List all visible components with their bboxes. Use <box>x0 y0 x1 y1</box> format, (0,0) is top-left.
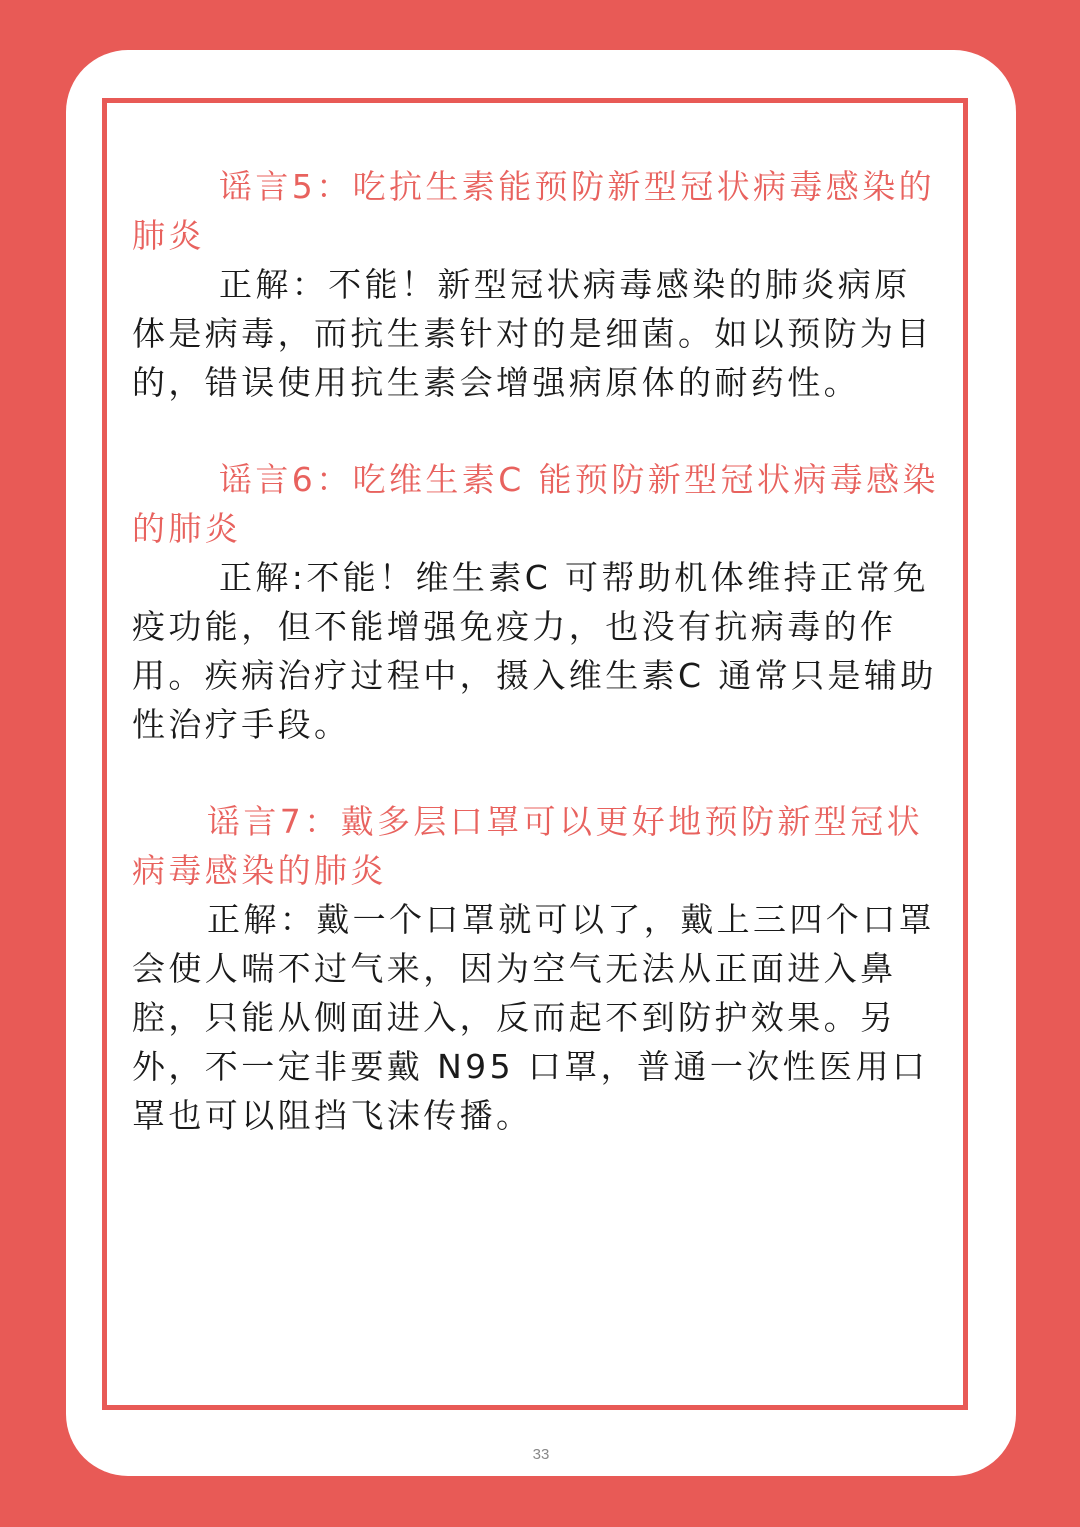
myth-heading: 谣言6：吃维生素C 能预防新型冠状病毒感染的肺炎 <box>132 460 939 548</box>
myth-heading: 谣言7：戴多层口罩可以更好地预防新型冠状病毒感染的肺炎 <box>132 802 923 890</box>
myth-answer: 正解:不能！维生素C 可帮助机体维持正常免疫功能，但不能增强免疫力，也没有抗病毒的作用。疾病治疗过程中，摄入维生素C 通常只是辅助性治疗手段。 <box>132 558 937 744</box>
page-card <box>66 50 1016 1476</box>
myth-answer: 正解：戴一个口罩就可以了，戴上三四个口罩会使人喘不过气来，因为空气无法从正面进入鼻腔，只能从侧面进入，反而起不到防护效果。另外，不一定非要戴 N95 口罩，普通一次性医用口罩也可以阻挡飞沫传播。 <box>132 900 935 1135</box>
myth-heading: 谣言5：吃抗生素能预防新型冠状病毒感染的肺炎 <box>132 167 935 255</box>
myth-section-5 <box>132 162 944 407</box>
myth-answer: 正解：不能！新型冠状病毒感染的肺炎病原体是病毒，而抗生素针对的是细菌。如以预防为目的，错误使用抗生素会增强病原体的耐药性。 <box>132 265 933 402</box>
myth-section-6 <box>132 455 944 749</box>
article-content <box>132 162 944 1188</box>
page-number: 33 <box>532 1446 550 1463</box>
myth-section-7 <box>132 797 944 1140</box>
